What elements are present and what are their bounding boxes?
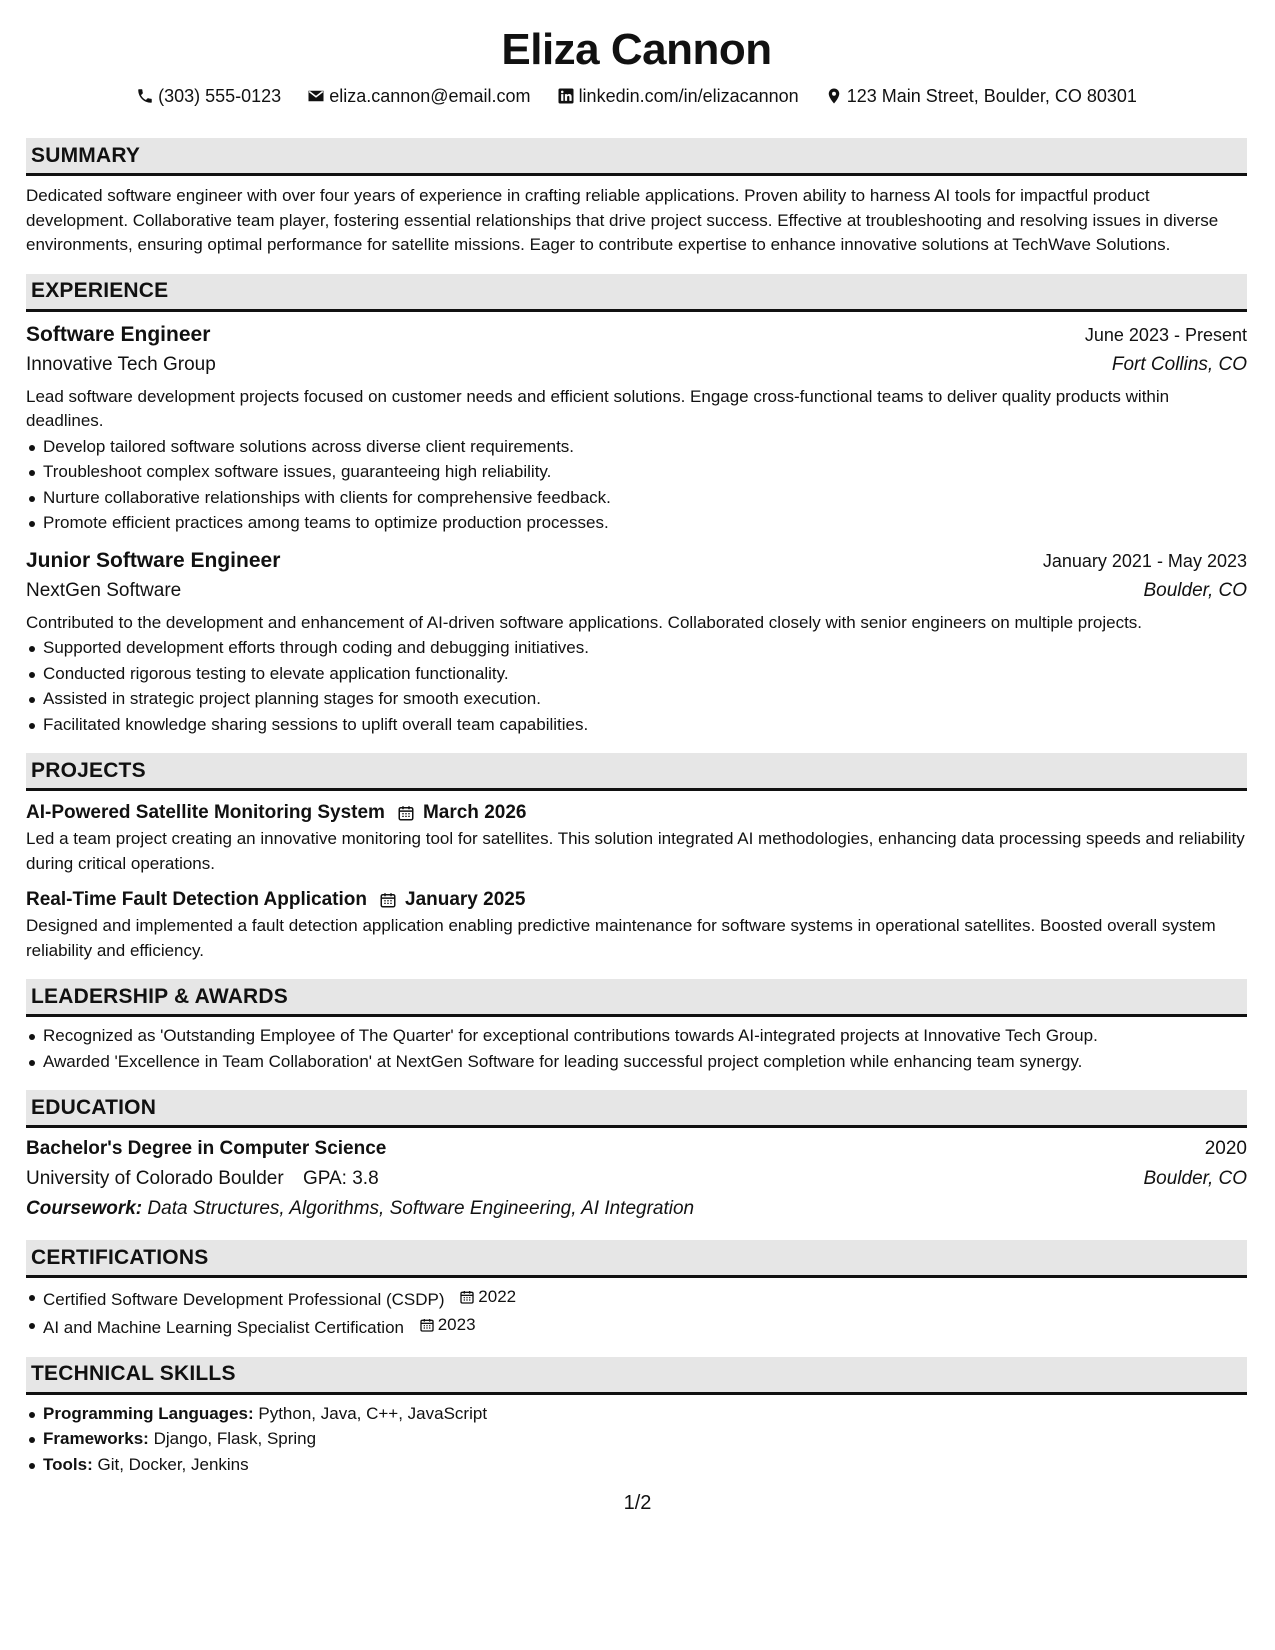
project-entry: [26, 799, 1247, 876]
gpa-text: GPA: 3.8: [302, 1168, 379, 1189]
leadership-section: [26, 979, 1247, 1074]
contact-address: [825, 84, 1137, 108]
envelope-icon: [307, 87, 325, 105]
list-item: [43, 1452, 1247, 1478]
list-item: Develop tailored software solutions across diverse client requirements.: [43, 434, 1247, 460]
list-item: Assisted in strategic project planning stages for smooth execution.: [43, 686, 1247, 712]
skills-list: [26, 1401, 1247, 1478]
contact-email[interactable]: [307, 84, 530, 108]
project-description: Led a team project creating an innovative monitoring tool for satellites. This solution integrated AI methodologies, enhancing data processing speeds and reliability during critical operations.: [26, 829, 1245, 873]
section-heading: SUMMARY: [26, 138, 1247, 176]
certification-year: 2023: [437, 1315, 476, 1335]
phone-icon: [136, 87, 154, 105]
calendar-icon: [419, 1317, 435, 1333]
project-name: Real-Time Fault Detection Application: [26, 889, 367, 910]
certification-name: Certified Software Development Professional (CSDP): [43, 1289, 445, 1309]
job-location: Boulder, CO: [1143, 579, 1247, 601]
project-entry: [26, 886, 1247, 963]
coursework-line: [26, 1194, 1247, 1224]
list-item: [43, 1312, 1247, 1340]
job-title: Software Engineer: [26, 322, 211, 346]
job-description: Contributed to the development and enhancement of AI-driven software applications. Collaborated closely with senior engineers on multiple projects.: [26, 612, 1143, 632]
map-pin-icon: [825, 87, 843, 105]
certifications-section: [26, 1240, 1247, 1341]
list-item: Recognized as 'Outstanding Employee of The Quarter' for exceptional contributions towards AI-integrated projects at Innovative Tech Group.: [43, 1023, 1247, 1049]
job-location: Fort Collins, CO: [1111, 353, 1247, 375]
job-entry: [26, 320, 1247, 536]
certification-year: 2022: [478, 1287, 517, 1306]
phone-text: (303) 555-0123: [158, 86, 282, 106]
section-heading: PROJECTS: [26, 753, 1247, 791]
education-entry: [26, 1134, 1247, 1224]
company-name: NextGen Software: [26, 579, 182, 601]
section-heading: EXPERIENCE: [26, 274, 1247, 312]
coursework-text: Data Structures, Algorithms, Software Engineering, AI Integration: [147, 1198, 695, 1219]
contact-bar: [26, 84, 1247, 108]
job-dates: June 2023 - Present: [1084, 324, 1247, 345]
section-heading: LEADERSHIP & AWARDS: [26, 979, 1247, 1017]
job-bullets: [26, 635, 1247, 737]
list-item: Troubleshoot complex software issues, guaranteeing high reliability.: [43, 459, 1247, 485]
linkedin-icon: [557, 87, 575, 105]
school-name: University of Colorado Boulder: [26, 1168, 284, 1189]
page-number: 1/2: [623, 1492, 652, 1514]
education-section: [26, 1090, 1247, 1224]
school-location: Boulder, CO: [1143, 1168, 1247, 1189]
project-date: January 2025: [405, 889, 526, 910]
skills-section: [26, 1357, 1247, 1478]
job-entry: [26, 546, 1247, 738]
project-date: March 2026: [422, 802, 527, 823]
resume-content: [26, 0, 1247, 1477]
company-name: Innovative Tech Group: [26, 353, 216, 375]
job-title: Junior Software Engineer: [26, 548, 281, 572]
project-name: AI-Powered Satellite Monitoring System: [26, 802, 385, 823]
experience-section: [26, 274, 1247, 738]
job-bullets: [26, 434, 1247, 536]
skill-label: Programming Languages:: [43, 1403, 254, 1423]
list-item: Nurture collaborative relationships with clients for comprehensive feedback.: [43, 485, 1247, 511]
certification-name: AI and Machine Learning Specialist Certification: [43, 1318, 404, 1337]
calendar-icon: [379, 891, 397, 909]
list-item: Conducted rigorous testing to elevate application functionality.: [43, 661, 1247, 687]
skill-value: Django, Flask, Spring: [153, 1429, 317, 1448]
job-dates: January 2021 - May 2023: [1042, 550, 1247, 571]
job-description: Lead software development projects focused on customer needs and efficient solutions. Engage cross-functional teams to deliver quality products within deadlines.: [26, 386, 1170, 430]
skill-value: Python, Java, C++, JavaScript: [258, 1403, 488, 1423]
skill-label: Tools:: [43, 1454, 93, 1474]
coursework-label: Coursework:: [26, 1198, 143, 1219]
linkedin-text: linkedin.com/in/elizacannon: [578, 86, 799, 106]
section-heading: TECHNICAL SKILLS: [26, 1357, 1247, 1395]
certifications-list: [26, 1284, 1247, 1341]
list-item: Supported development efforts through coding and debugging initiatives.: [43, 635, 1247, 661]
list-item: Promote efficient practices among teams to optimize production processes.: [43, 510, 1247, 536]
skill-value: Git, Docker, Jenkins: [97, 1454, 249, 1474]
candidate-name: Eliza Cannon: [501, 25, 772, 74]
projects-section: [26, 753, 1247, 963]
address-text: 123 Main Street, Boulder, CO 80301: [846, 86, 1137, 106]
awards-list: [26, 1023, 1247, 1074]
list-item: [43, 1401, 1247, 1427]
summary-section: [26, 138, 1247, 258]
calendar-icon: [397, 804, 415, 822]
contact-phone: [136, 84, 281, 108]
degree-name: Bachelor's Degree in Computer Science: [26, 1138, 387, 1159]
list-item: Facilitated knowledge sharing sessions to uplift overall team capabilities.: [43, 712, 1247, 738]
list-item: [43, 1284, 1247, 1312]
list-item: [43, 1426, 1247, 1452]
section-heading: EDUCATION: [26, 1090, 1247, 1128]
summary-text: Dedicated software engineer with over four years of experience in crafting reliable applications. Proven ability to harness AI tools for impactful product development. Collaborative team player, fostering essential relationships that drive project success. Effective at troubleshooting and resolving issues in diverse environments, ensuring optimal performance for satellite missions. Eager to contribute expertise to enhance innovative solutions at TechWave Solutions.: [26, 186, 1219, 254]
project-description: Designed and implemented a fault detection application enabling predictive maintenance for software systems in operational satellites. Boosted overall system reliability and efficiency.: [26, 916, 1216, 960]
graduation-year: 2020: [1204, 1138, 1247, 1159]
calendar-icon: [459, 1289, 475, 1305]
contact-linkedin[interactable]: [557, 84, 799, 108]
skill-label: Frameworks:: [43, 1429, 149, 1448]
section-heading: CERTIFICATIONS: [26, 1240, 1247, 1278]
list-item: Awarded 'Excellence in Team Collaboration' at NextGen Software for leading successful project completion while enhancing team synergy.: [43, 1049, 1247, 1075]
email-text: eliza.cannon@email.com: [329, 86, 531, 106]
